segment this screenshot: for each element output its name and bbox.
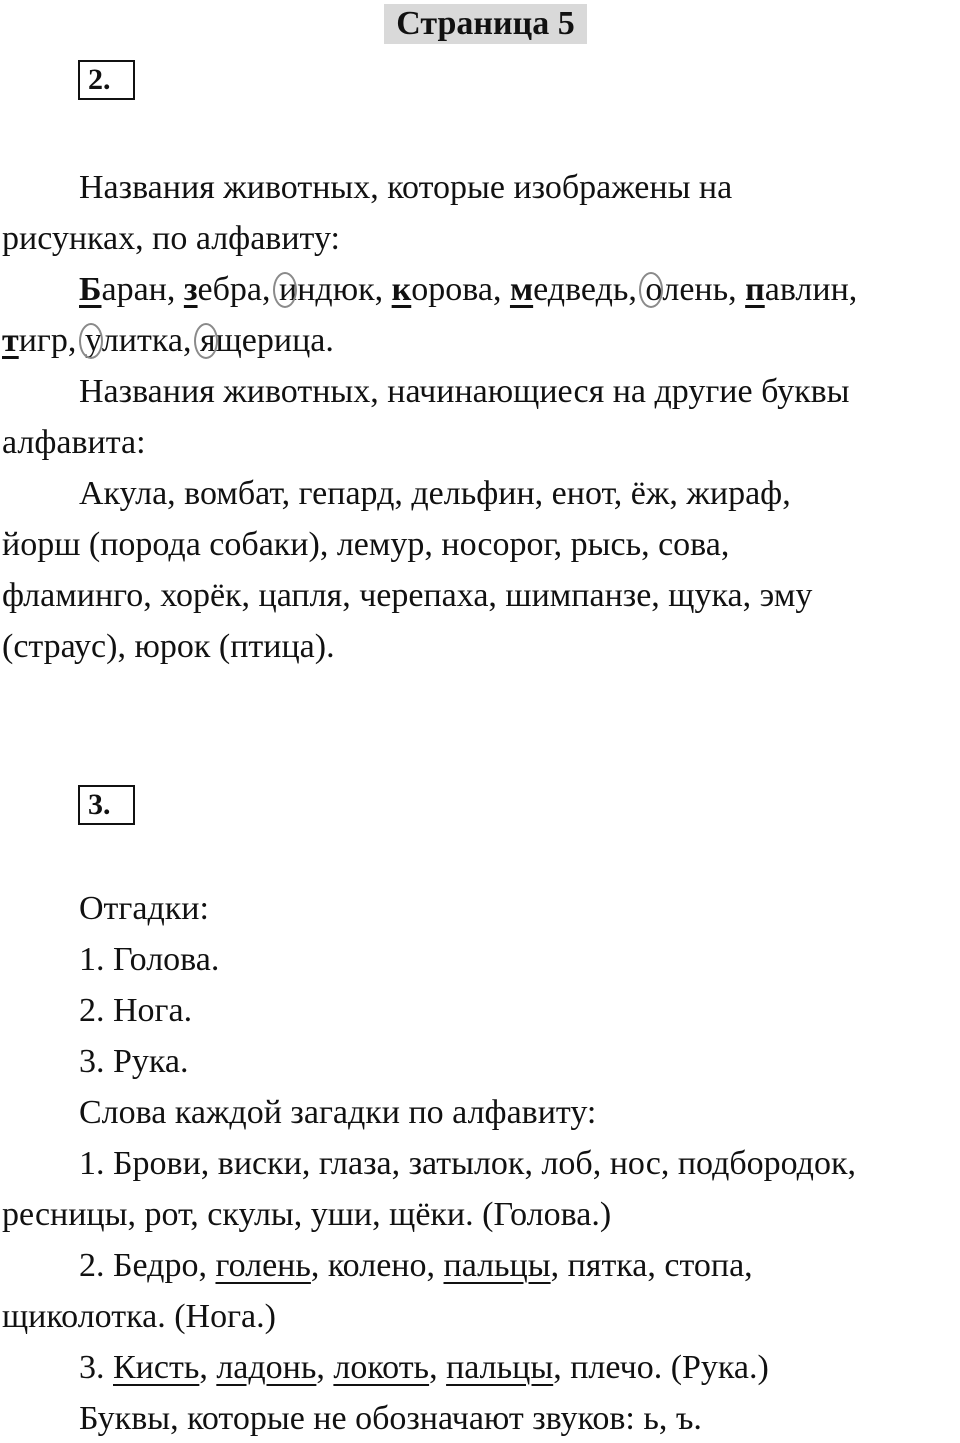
riddle2-text: , пятка, стопа, [550, 1247, 753, 1284]
task2-other-list-line4: (страус), юрок (птица). [2, 628, 335, 665]
riddle2-text: , колено, [310, 1247, 444, 1284]
circled-letter-indyuk: и [279, 271, 298, 308]
task2-other-list-line1: Акула, вомбат, гепард, дельфин, енот, ёж, жираф, [79, 475, 791, 512]
riddle3-text: , плечо. (Рука.) [553, 1349, 769, 1386]
word-rest: аран, [101, 271, 184, 308]
first-letter-pavlin: п [745, 271, 765, 308]
word-rest: ндюк, [297, 271, 392, 308]
page-title: Страница 5 [384, 4, 587, 44]
task3-words-label: Слова каждой загадки по алфавиту: [79, 1094, 597, 1131]
separator: , [199, 1349, 217, 1386]
underlined-word-paltsy-2: пальцы [446, 1349, 554, 1386]
separator: , [429, 1349, 447, 1386]
underlined-word-ladon: ладонь [216, 1349, 317, 1386]
first-letter-medved: м [509, 271, 534, 308]
first-letter-zebra: з [183, 271, 198, 308]
first-letter-baran: Б [79, 271, 102, 308]
task3-riddle1-line1: 1. Брови, виски, глаза, затылок, лоб, нос, подбородок, [79, 1145, 857, 1182]
underlined-word-lokot: локоть [333, 1349, 430, 1386]
word-rest: щерица. [215, 322, 334, 359]
task-number-3: 3. [78, 785, 135, 825]
word-rest: едведь, [533, 271, 646, 308]
task-number-2: 2. [78, 60, 135, 100]
task2-other-list-line3: фламинго, хорёк, цапля, черепаха, шимпанзе, щука, эму [2, 577, 813, 614]
task3-answer-2: 2. Нога. [79, 992, 193, 1029]
riddle3-prefix: 3. [79, 1349, 113, 1386]
underlined-word-paltsy: пальцы [443, 1247, 551, 1284]
circled-letter-olen: о [645, 271, 663, 308]
task3-riddle2-line1 [79, 1246, 753, 1286]
circled-letter-ulitka: у [84, 322, 102, 359]
riddle2-prefix: 2. Бедро, [79, 1247, 216, 1284]
task2-other-list-line2: йорш (порода собаки), лемур, носорог, рысь, сова, [2, 526, 730, 563]
word-rest: лень, [662, 271, 746, 308]
task3-riddle3-line [79, 1348, 769, 1388]
underlined-word-kist: Кисть [113, 1349, 200, 1386]
word-rest: литка, [101, 322, 200, 359]
task3-riddle2-line2: щиколотка. (Нога.) [2, 1298, 276, 1335]
task3-answer-1: 1. Голова. [79, 941, 220, 978]
word-rest: ебра, [197, 271, 280, 308]
underlined-word-golen: голень [215, 1247, 311, 1284]
first-letter-tigr: т [2, 322, 19, 359]
task3-answers-label: Отгадки: [79, 890, 209, 927]
task2-other-line1: Названия животных, начинающиеся на другие буквы [79, 373, 850, 410]
circled-letter-yasheritsa: я [199, 322, 216, 359]
word-rest: авлин, [764, 271, 858, 308]
task2-other-line2: алфавита: [2, 424, 146, 461]
word-rest: орова, [411, 271, 510, 308]
task3-riddle1-line2: ресницы, рот, скулы, уши, щёки. (Голова.) [2, 1196, 612, 1233]
task2-intro-line1: Названия животных, которые изображены на [79, 169, 733, 206]
task2-intro-line2: рисунках, по алфавиту: [2, 220, 340, 257]
task2-animal-list-line1 [79, 270, 857, 310]
separator: , [316, 1349, 334, 1386]
task2-animal-list-line2 [2, 321, 334, 361]
first-letter-korova: к [391, 271, 412, 308]
word-rest: игр, [18, 322, 85, 359]
task3-answer-3: 3. Рука. [79, 1043, 189, 1080]
task3-silent-letters: Буквы, которые не обозначают звуков: ь, ъ. [79, 1400, 702, 1437]
